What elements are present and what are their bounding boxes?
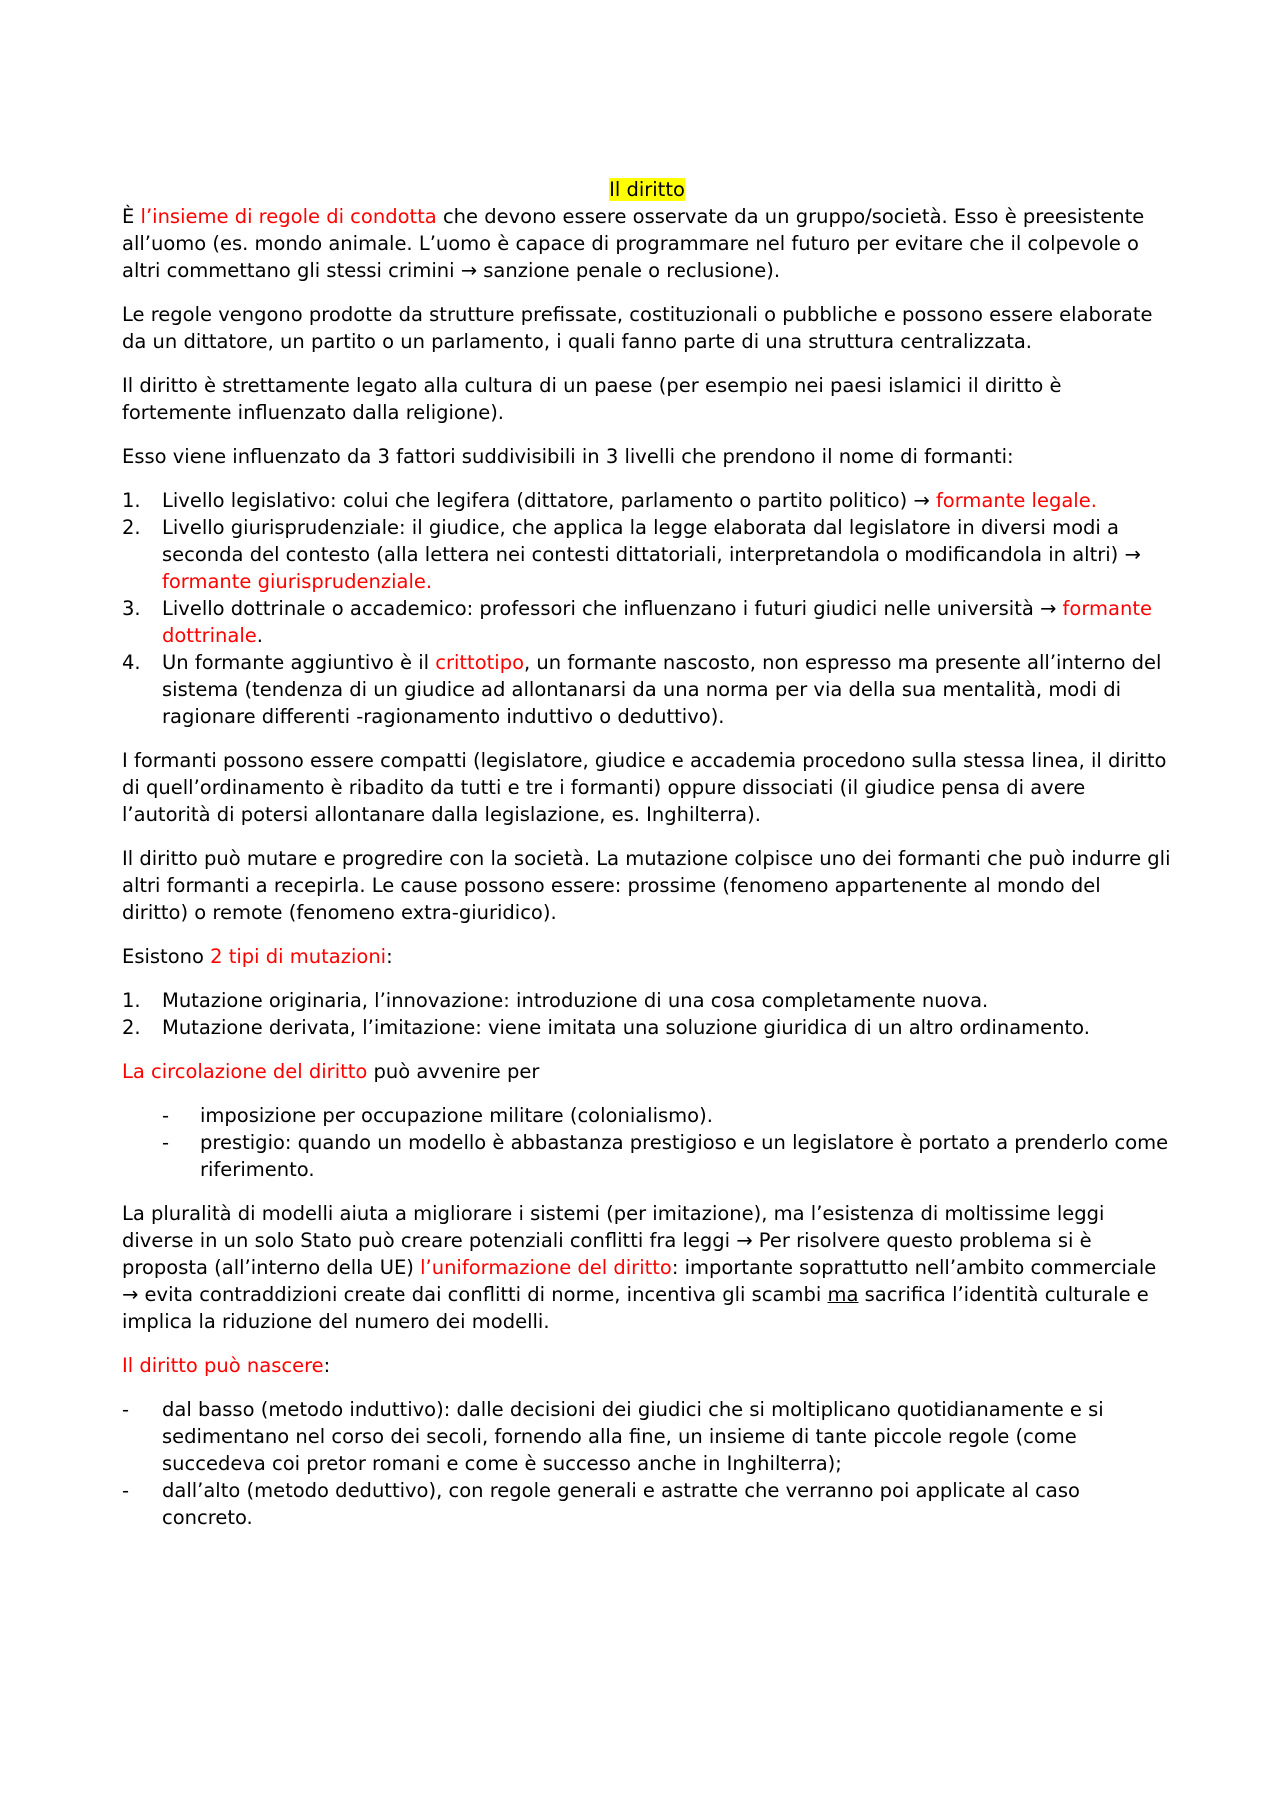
list-item: - prestigio: quando un modello è abbastanza prestigioso e un legislatore è portato a prenderlo come riferimento. <box>162 1131 1169 1181</box>
nascere-list <box>122 1396 1172 1531</box>
paragraph-cultura: Il diritto è strettamente legato alla cultura di un paese (per esempio nei paesi islamici il diritto è fortemente influenzato dalla religione). <box>122 374 1062 424</box>
paragraph-pluralita: La pluralità di modelli aiuta a migliorare i sistemi (per imitazione), ma l’esistenza di moltissime leggi diverse in un solo Stato può creare potenziali conflitti fra leggi → Per risolvere questo problema si è proposta (all’interno della UE) l’uniformazione del diritto: importante soprattutto nell’ambito commerciale → evita contraddizioni create dai conflitti di norme, incentiva gli scambi ma sacrifica l’identità culturale e implica la riduzione del numero dei modelli. <box>122 1202 1157 1333</box>
document-page <box>122 176 1172 1548</box>
paragraph-circolazione: La circolazione del diritto può avvenire per <box>122 1060 540 1083</box>
document-title <box>122 176 1172 203</box>
highlight-red-text: l’insieme di regole di condotta <box>140 205 437 228</box>
paragraph-regole: Le regole vengono prodotte da strutture prefissate, costituzionali o pubbliche e possono essere elaborate da un dittatore, un partito o un parlamento, i quali fanno parte di una struttura centralizzata. <box>122 303 1153 353</box>
paragraph-tipi-mutazioni: Esistono 2 tipi di mutazioni: <box>122 945 393 968</box>
list-item: - imposizione per occupazione militare (colonialismo). <box>162 1104 713 1127</box>
formanti-list <box>122 487 1172 730</box>
list-item: 1. Livello legislativo: colui che legifera (dittatore, parlamento o partito politico) → formante legale. <box>122 489 1097 512</box>
circolazione-list <box>122 1102 1172 1183</box>
list-item: - dall’alto (metodo deduttivo), con regole generali e astratte che verranno poi applicate al caso concreto. <box>122 1479 1080 1529</box>
mutazioni-list <box>122 987 1172 1041</box>
list-item: - dal basso (metodo induttivo): dalle decisioni dei giudici che si moltiplicano quotidianamente e si sedimentano nel corso dei secoli, fornendo alla fine, un insieme di tante piccole regole (come succedeva coi pretor romani e come è successo anche in Inghilterra); <box>122 1398 1104 1475</box>
list-item: 4. Un formante aggiuntivo è il crittotipo, un formante nascosto, non espresso ma presente all’interno del sistema (tendenza di un giudice ad allontanarsi da una norma per via della sua mentalità, modi di ragionare differenti -ragionamento induttivo o deduttivo). <box>122 651 1162 728</box>
title-highlight: Il diritto <box>609 178 685 201</box>
paragraph-definition: È l’insieme di regole di condotta che devono essere osservate da un gruppo/società. Esso è preesistente all’uomo (es. mondo animale. L’uomo è capace di programmare nel futuro per evitare che il colpevole o altri commettano gli stessi crimini → sanzione penale o reclusione). <box>122 205 1145 282</box>
list-item: 1. Mutazione originaria, l’innovazione: introduzione di una cosa completamente nuova. <box>122 989 989 1012</box>
underlined-word: ma <box>827 1283 859 1306</box>
paragraph-compatti: I formanti possono essere compatti (legislatore, giudice e accademia procedono sulla stessa linea, il diritto di quell’ordinamento è ribadito da tutti e tre i formanti) oppure dissociati (il giudice pensa di avere l’autorità di potersi allontanare dalla legislazione, es. Inghilterra). <box>122 749 1167 826</box>
list-item: 2. Mutazione derivata, l’imitazione: viene imitata una soluzione giuridica di un altro ordinamento. <box>122 1016 1090 1039</box>
list-item: 2. Livello giurisprudenziale: il giudice, che applica la legge elaborata dal legislatore in diversi modi a seconda del contesto (alla lettera nei contesti dittatoriali, interpretandola o modificandola in altri) → formante giurisprudenziale. <box>122 516 1141 593</box>
paragraph-fattori: Esso viene influenzato da 3 fattori suddivisibili in 3 livelli che prendono il nome di formanti: <box>122 445 1014 468</box>
paragraph-mutazione: Il diritto può mutare e progredire con la società. La mutazione colpisce uno dei formanti che può indurre gli altri formanti a recepirla. Le cause possono essere: prossime (fenomeno appartenente al mondo del diritto) o remote (fenomeno extra-giuridico). <box>122 847 1171 924</box>
paragraph-nascere: Il diritto può nascere: <box>122 1354 331 1377</box>
list-item: 3. Livello dottrinale o accademico: professori che influenzano i futuri giudici nelle università → formante dottrinale. <box>122 597 1152 647</box>
